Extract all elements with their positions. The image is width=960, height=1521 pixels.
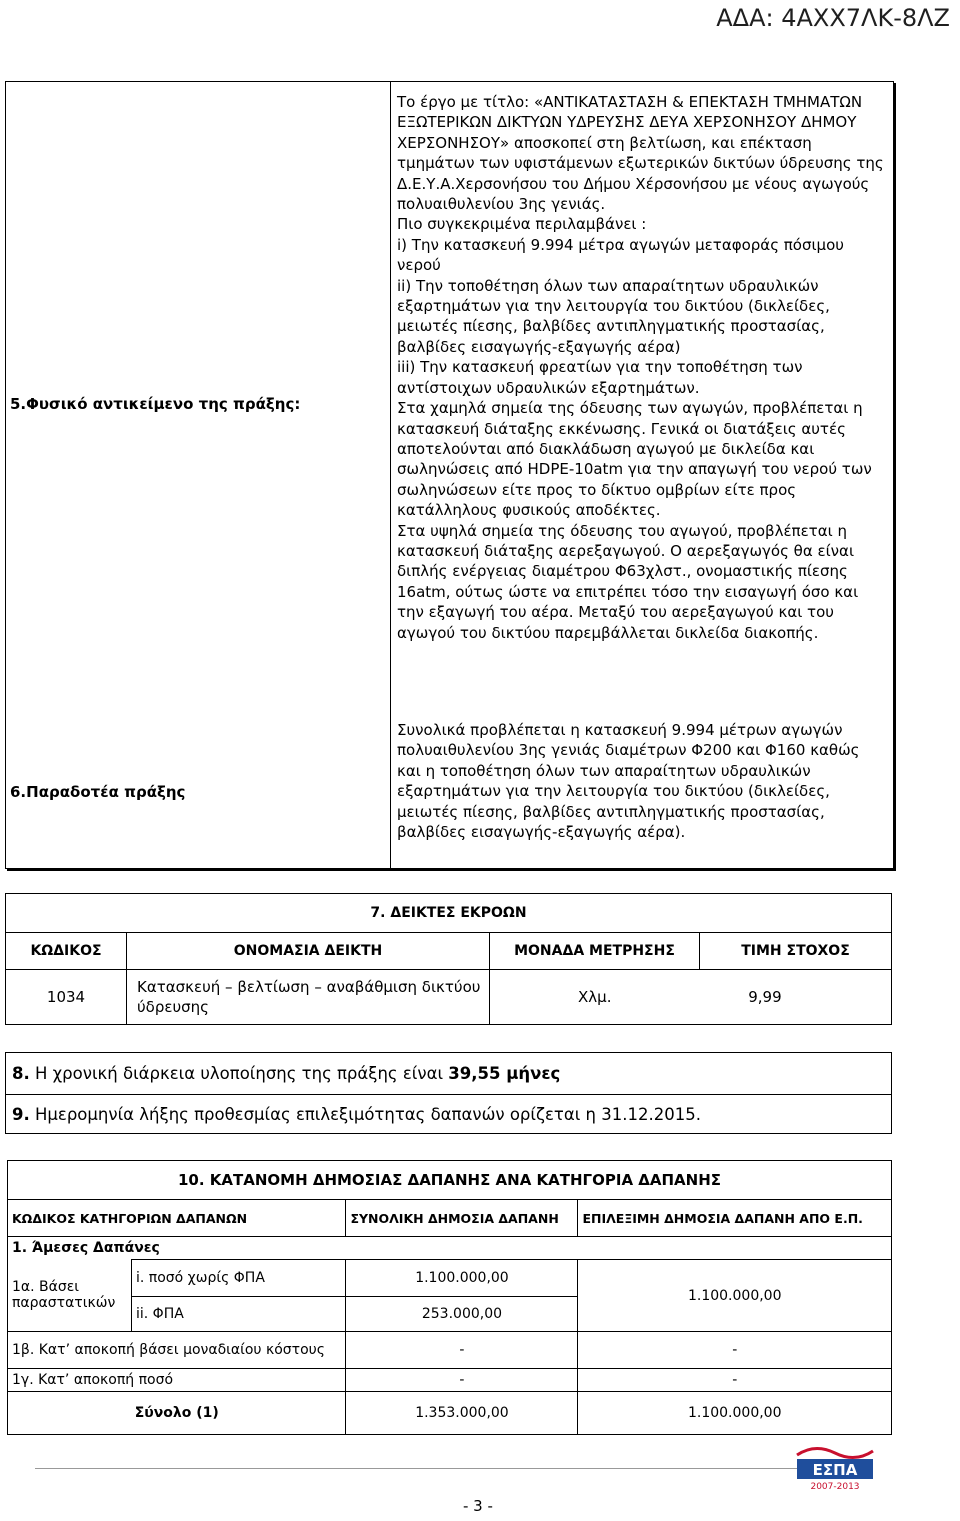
paragraph: i) Την κατασκευή 9.994 μέτρα αγωγών μεταφοράς πόσιμου νερού: [397, 235, 844, 275]
row-label: 1γ. Κατ’ αποκοπή ποσό: [8, 1369, 346, 1392]
column-header: ΕΠΙΛΕΞΙΜΗ ΔΗΜΟΣΙΑ ΔΑΠΑΝΗ ΑΠΟ Ε.Π.: [578, 1200, 892, 1237]
cell-total: -: [346, 1369, 578, 1392]
section-6-label: 6.Παραδοτέα πράξης: [10, 783, 186, 801]
cell-eligible: 1.100.000,00: [578, 1260, 892, 1332]
footer-divider: [35, 1468, 810, 1469]
column-header: ΤΙΜΗ ΣΤΟΧΟΣ: [700, 933, 892, 970]
paragraph: Πιο συγκεκριμένα περιλαμβάνει :: [397, 215, 647, 234]
indicator-name: Κατασκευή – βελτίωση – αναβάθμιση δικτύου ύδρευσης: [127, 970, 490, 1025]
sum-eligible: 1.100.000,00: [578, 1392, 892, 1435]
sum-total: 1.353.000,00: [346, 1392, 578, 1435]
row-sublabel: i. ποσό χωρίς ΦΠΑ: [132, 1260, 346, 1297]
table-title: 10. ΚΑΤΑΝΟΜΗ ΔΗΜΟΣΙΑΣ ΔΑΠΑΝΗΣ ΑΝΑ ΚΑΤΗΓΟΡΙΑ ΔΑΠΑΝΗΣ: [8, 1161, 892, 1200]
row-label: 1α. Βάσει παραστατικών: [8, 1260, 132, 1332]
row-label: 1β. Κατ’ αποκοπή βάσει μοναδιαίου κόστους: [8, 1332, 346, 1369]
paragraph: ii) Την τοποθέτηση όλων των απαραίτητων υδραυλικών εξαρτημάτων για την λειτουργία του δικτύου (δικλείδες, μειωτές πίεσης, βαλβίδες αντιπληγματικής προστασίας, βαλβίδες εισαγωγής-εξαγωγής αέρα): [397, 276, 830, 356]
indicator-unit: Χλμ.: [578, 988, 612, 1006]
table-title: 7. ΔΕΙΚΤΕΣ ΕΚΡΟΩΝ: [6, 894, 892, 933]
column-header: ΟΝΟΜΑΣΙΑ ΔΕΙΚΤΗ: [127, 933, 490, 970]
cell-total: 253.000,00: [346, 1297, 578, 1332]
section-6-deliverables: Συνολικά προβλέπεται η κατασκευή 9.994 μέτρων αγωγών πολυαιθυλενίου 3ης γενιάς διαμέτρων Φ200 και Φ160 καθώς και η τοποθέτηση όλων των απαραίτητων υδραυλικών εξαρτημάτων για την λειτουργία του δικτύου (δικλείδες, μειωτές πίεσης, βαλβίδες αντιπληγματικής προστασίας, βαλβίδες εισαγωγής-εξαγωγής αέρα).: [397, 721, 860, 842]
page-number: - 3 -: [463, 1497, 493, 1515]
cell-eligible: -: [578, 1369, 892, 1392]
expenditure-table: [7, 1160, 892, 1435]
column-header: ΣΥΝΟΛΙΚΗ ΔΗΜΟΣΙΑ ΔΑΠΑΝΗ: [346, 1200, 578, 1237]
section-8: [6, 1053, 892, 1095]
section-5-label: 5.Φυσικό αντικείμενο της πράξης:: [10, 395, 301, 413]
section-8-value: 39,55 μήνες: [448, 1064, 561, 1083]
column-header: ΚΩΔΙΚΟΣ ΚΑΤΗΓΟΡΙΩΝ ΔΑΠΑΝΩΝ: [8, 1200, 346, 1237]
cell-total: -: [346, 1332, 578, 1369]
section-9-text: Ημερομηνία λήξης προθεσμίας επιλεξιμότητας δαπανών ορίζεται η 31.12.2015.: [35, 1104, 701, 1124]
duration-table: [5, 1052, 892, 1134]
row-sublabel: ii. ΦΠΑ: [132, 1297, 346, 1332]
paragraph: iii) Την κατασκευή φρεατίων για την τοποθέτηση των αντίστοιχων υδραυλικών εξαρτημάτων.: [397, 358, 803, 397]
section-9: [6, 1095, 892, 1134]
output-indicators-table: [5, 893, 892, 1025]
column-header: ΚΩΔΙΚΟΣ: [6, 933, 127, 970]
direct-costs-row: 1. Άμεσες Δαπάνες: [8, 1237, 892, 1260]
section-8-text: Η χρονική διάρκεια υλοποίησης της πράξης είναι: [35, 1064, 444, 1083]
cell-total: 1.100.000,00: [346, 1260, 578, 1297]
espa-logo: [795, 1445, 875, 1493]
cell-eligible: -: [578, 1332, 892, 1369]
column-header: ΜΟΝΑΔΑ ΜΕΤΡΗΣΗΣ: [490, 933, 700, 970]
indicator-unit-target: [490, 970, 892, 1025]
indicator-code: 1034: [6, 970, 127, 1025]
section-5-description: [397, 92, 885, 643]
ada-code: ΑΔΑ: 4ΑΧΧ7ΛΚ-8ΛΖ: [716, 4, 950, 32]
paragraph: Το έργο με τίτλο: «ΑΝΤΙΚΑΤΑΣΤΑΣΗ & ΕΠΕΚΤΑΣΗ ΤΜΗΜΑΤΩΝ ΕΞΩΤΕΡΙΚΩΝ ΔΙΚΤΥΩΝ ΥΔΡΕΥΣΗΣ ΔΕΥΑ ΧΕΡΣΟΝΗΣΟΥ ΔΗΜΟΥ ΧΕΡΣΟΝΗΣΟΥ» αποσκοπεί στη βελτίωση, και επέκταση τμημάτων των υφιστάμενων εξωτερικών δικτύων ύδρευσης της Δ.Ε.Υ.Α.Χερσονήσου του Δήμου Χέρσονήσου με νέους αγωγούς πολυαιθυλενίου 3ης γενιάς.: [397, 93, 884, 214]
sum-label: Σύνολο (1): [8, 1392, 346, 1435]
logo-text: ΕΣΠΑ: [812, 1461, 858, 1479]
section-9-number: 9.: [12, 1104, 30, 1124]
espa-logo-icon: [795, 1445, 875, 1493]
section-8-number: 8.: [12, 1064, 30, 1083]
paragraph: Στα χαμηλά σημεία της όδευσης των αγωγών, προβλέπεται η κατασκευή διάταξης εκκένωσης. Γενικά οι διατάξεις αυτές αποτελούνται από διακλάδωση αγωγού με δικλείδα και σωληνώσεις από HDPE-10atm για την απαγωγή του νερού των σωληνώσεων είτε προς το δίκτυο ομβρίων είτε προς κατάλληλους φυσικούς αποδέκτες.: [397, 399, 872, 520]
paragraph: Στα υψηλά σημεία της όδευσης του αγωγού, προβλέπεται η κατασκευή διάταξης αερεξαγωγού. Ο αερεξαγωγός θα είναι διπλής ενέργειας διαμέτρου Φ63χλστ., ονομαστικής πίεσης 16atm, ούτως ώστε να επιτρέπει τόσο την εισαγωγή όσο και την εξαγωγή του αέρα. Μεταξύ του αερεξαγωγού και του αγωγού του δικτύου παρεμβάλλεται δικλείδα διακοπής.: [397, 521, 859, 642]
indicator-target: 9,99: [748, 988, 782, 1006]
logo-years: 2007-2013: [810, 1482, 860, 1492]
